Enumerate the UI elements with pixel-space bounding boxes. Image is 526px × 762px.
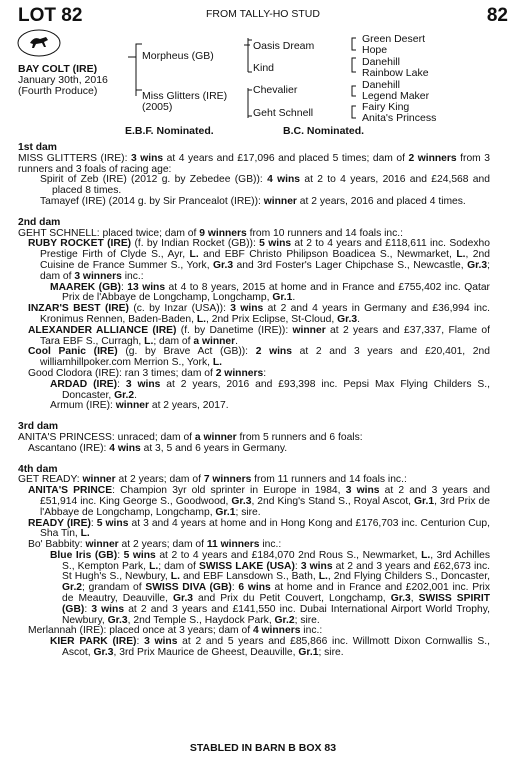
dam-sire: Chevalier [253, 84, 298, 96]
bc-nomination: B.C. Nominated. [283, 125, 365, 137]
dam-year: (2005) [142, 101, 173, 113]
ped-sds: Danehill [362, 56, 400, 68]
produce-anitas-prince: ANITA'S PRINCE: Champion 3yr old sprinter in Europe in 1984, 3 wins at 2 and 3 years and £51,914 inc. King George S., Goodwood, Gr.3, 2nd King's Stand S., Royal Ascot, Gr.1, 3rd Prix de l'Abbaye de Longchamp, Longchamp, Gr.1; sire. [28, 485, 491, 518]
ped-sss: Green Desert [362, 33, 426, 45]
catalogue-text [18, 143, 490, 659]
second-dam-heading: 2nd dam [18, 216, 61, 228]
produce-ascantano: Ascantano (IRE): 4 wins at 3, 5 and 6 years in Germany. [28, 442, 288, 454]
second-dam-text: GEHT SCHNELL: placed twice; dam of 9 winners from 10 runners and 14 foals inc.: [18, 227, 403, 239]
fourth-dam-heading: 4th dam [18, 463, 58, 475]
produce-ruby-rocket: RUBY ROCKET (IRE) (f. by Indian Rocket (GB)): 5 wins at 2 to 4 years and £118,611 inc. Sodexho Prestige Firth of Clyde S., Ayr, L. and EBF Christo Philipson Boadicea S., Newmarket, L., 2nd Cuisine de France Summer S., York, Gr.3 and 3rd Foster's Lager Chipchase S., Newcastle, Gr.3; dam of 3 winners inc.: [28, 238, 491, 282]
ebf-nomination: E.B.F. Nominated. [125, 125, 214, 137]
produce-armum: Armum (IRE): winner at 2 years, 2017. [50, 400, 229, 412]
lot-number: LOT 82 [18, 5, 83, 26]
produce-number: (Fourth Produce) [18, 85, 98, 97]
foaling-date: January 30th, 2016 [18, 74, 108, 86]
produce-cool-panic: Cool Panic (IRE) (g. by Brave Act (GB)): 2 wins at 2 and 3 years and £20,401, 2nd williamhillpoker.com Merrion S., York, L. [28, 346, 490, 369]
lot-number-right: 82 [486, 5, 508, 26]
produce-alexander-alliance: ALEXANDER ALLIANCE (IRE) (f. by Danetime (IRE)): winner at 2 years and £37,337, Flame of Tara EBF S., Curragh, L.; dam of a winner. [28, 324, 490, 347]
fourth-dam-text: GET READY: winner at 2 years; dam of 7 winners from 11 runners and 14 foals inc.: [18, 474, 407, 486]
produce-kier-park: KIER PARK (IRE): 3 wins at 2 and 5 years and £85,866 inc. Willmott Dixon Cornwallis S., Ascot, Gr.3, 3rd Prix Maurice de Gheest, Deauville, Gr.1; sire. [50, 636, 490, 659]
produce-merlannah: Merlannah (IRE): placed once at 3 years; dam of 4 winners inc.: [28, 625, 323, 637]
stabling-info: STABLED IN BARN B BOX 83 [189, 742, 337, 754]
produce-blue-iris: Blue Iris (GB): 5 wins at 2 to 4 years and £184,070 2nd Rous S., Newmarket, L., 3rd Achilles S., Kempton Park, L.; dam of SWISS LAKE (USA): 3 wins at 2 and 3 years and £62,673 inc. St Hugh's S., Newbury, L. and EBF Lansdown S., Bath, L., 2nd Flying Childers S., Doncaster, Gr.2; grandam of SWISS DIVA (GB): 6 wins at home and in France and £202,001 inc. Prix de Meautry, Deauville, Gr.3 and Prix du Petit Couvert, Longchamp, Gr.3, SWISS SPIRIT (GB): 3 wins at 2 and 3 years and £141,550 inc. Dubai International Airport World Trophy, Newbury, Gr.3, 2nd Temple S., Haydock Park, Gr.2; sire. [50, 549, 490, 626]
produce-ardad: ARDAD (IRE): 3 wins at 2 years, 2016 and £93,398 inc. Pepsi Max Flying Childers S., Doncaster, Gr.2. [50, 378, 490, 401]
third-dam-heading: 3rd dam [18, 421, 59, 433]
ped-dsd: Legend Maker [362, 90, 430, 102]
ped-sdd: Rainbow Lake [362, 67, 429, 79]
produce-good-clodora: Good Clodora (IRE): ran 3 times; dam of 2 winners: [28, 367, 267, 379]
first-dam-text: MISS GLITTERS (IRE): 3 wins at 4 years and £17,096 and placed 5 times; dam of 2 winners from 3 runners and 3 foals of racing age: [18, 152, 490, 175]
sire: Morpheus (GB) [142, 50, 214, 62]
dam-dam: Geht Schnell [253, 107, 314, 119]
sire-sire: Oasis Dream [253, 40, 315, 52]
produce-spirit-of-zeb: Spirit of Zeb (IRE) (2012 g. by Zebedee (GB)): 4 wins at 2 to 4 years, 2016 and £24,568 and placed 8 times. [40, 174, 490, 197]
produce-bo-babbity: Bo' Babbity: winner at 2 years; dam of 11 winners inc.: [28, 539, 282, 551]
produce-maarek: MAAREK (GB): 13 wins at 4 to 8 years, 2015 at home and in France and £755,402 inc. Qatar Prix de l'Abbaye de Longchamp, Longchamp, Gr.1. [50, 281, 490, 304]
horse-title: BAY COLT (IRE) [18, 63, 98, 75]
sire-dam: Kind [253, 62, 275, 74]
ped-dss: Danehill [362, 79, 400, 91]
ped-ddd: Anita's Princess [362, 112, 437, 124]
produce-ready: READY (IRE): 5 wins at 3 and 4 years at home and in Hong Kong and £176,703 inc. Centurion Cup, Sha Tin, L. [28, 517, 490, 540]
produce-tamayef: Tamayef (IRE) (2014 g. by Sir Prancealot (IRE)): winner at 2 years, 2016 and placed 4 times. [40, 195, 466, 207]
dam: Miss Glitters (IRE) [142, 90, 228, 102]
consignor: FROM TALLY-HO STUD [206, 8, 320, 20]
ped-ssd: Hope [362, 44, 388, 56]
produce-inzars-best: INZAR'S BEST (IRE) (c. by Inzar (USA)): 3 wins at 2 and 4 years in Germany and £36,994 inc. Kronimus Rennen, Baden-Baden, L., 2nd Prix Eclipse, St-Cloud, Gr.3. [28, 303, 490, 325]
third-dam-text: ANITA'S PRINCESS: unraced; dam of a winner from 5 runners and 6 foals: [18, 431, 363, 443]
ped-dds: Fairy King [362, 101, 410, 113]
first-dam-heading: 1st dam [18, 142, 57, 153]
